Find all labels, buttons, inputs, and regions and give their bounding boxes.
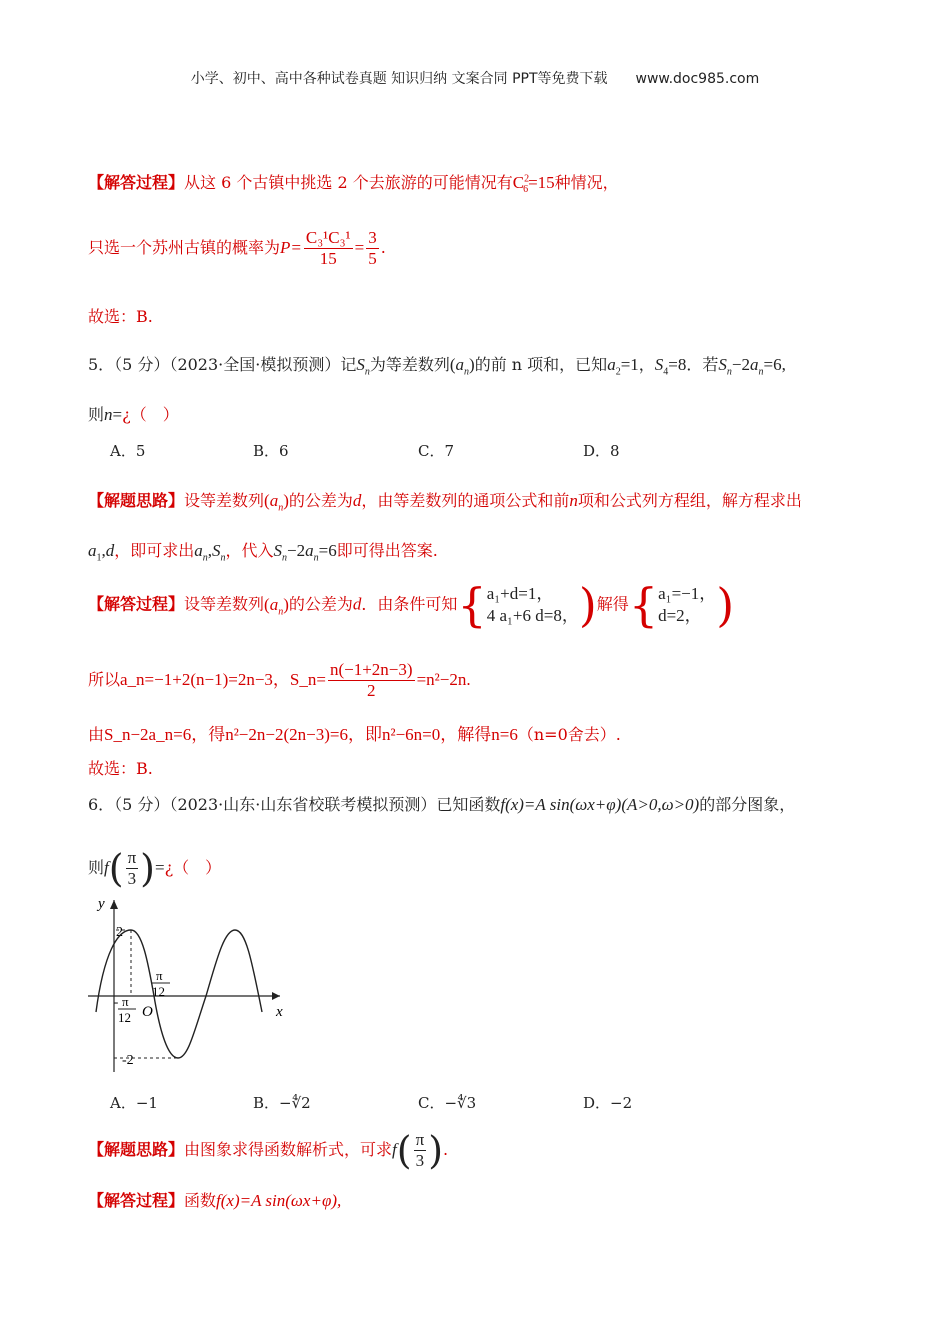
x-axis-label: x — [276, 1004, 283, 1020]
q5-idea-line-1: 【解题思路】设等差数列$(a_n)$的公差为d，由等差数列的通项公式和前n项和公式列方程组，解方程求出 — [88, 491, 802, 514]
q6-choice-c[interactable]: C．−∜3 — [418, 1094, 477, 1112]
q4-process-line-1: 【解答过程】从这 6 个古镇中挑选 2 个去旅游的可能情况有$C^2_6=15$种情况， — [88, 173, 619, 196]
neg-pi-12-num: π — [122, 994, 129, 1009]
y-axis-arrow — [110, 900, 118, 909]
pi-12-label-den: 12 — [152, 984, 165, 999]
q5-choice-c[interactable]: C．7 — [418, 442, 455, 460]
neg-pi-12-den: 12 — [118, 1010, 131, 1025]
q6-choice-b[interactable]: B．−∜2 — [253, 1094, 311, 1112]
q6-stem-line-2: 则f( $\frac{\pi}{3}$ )=¿（ ） — [88, 846, 222, 891]
q5-choice-d[interactable]: D．8 — [583, 442, 620, 460]
q4-process-line-2: 只选一个苏州古镇的概率为P= $\frac{\text{C₃¹C₃¹}}{15}$ = $\frac{3}{5}$ . — [88, 228, 386, 268]
q5-choice-b[interactable]: B．6 — [253, 442, 289, 460]
q6-choice-d[interactable]: D．−2 — [583, 1094, 633, 1112]
q5-stem-line-1: 5．（5 分）（2023·全国·模拟预测）记$S_n$为等差数列$(a_n)$的前 n 项和，已知$a_2=1$，$S_4=8$．若$S_n-2a_n=6$, — [88, 355, 786, 378]
q5-process-line-3: 由S_n−2a_n=6，得n²−2n−2(2n−3)=6，即n²−6n=0，解得n=6（n=0舍去）. — [88, 725, 621, 744]
sum-fraction: $\frac{n(-1+2n-3)}{2}$ — [329, 660, 413, 700]
q6-idea-line: 【解题思路】由图象求得函数解析式，可求f( $\frac{\pi}{3}$ ). — [88, 1128, 449, 1173]
header-text: 小学、初中、高中各种试卷真题 知识归纳 文案合同 PPT等免费下载 — [190, 71, 608, 87]
equation-system-2: a₁=−1， d=2， — [658, 584, 717, 625]
q4-answer: 故选：B. — [88, 307, 153, 326]
q5-idea-line-2: $a_1,d$，即可求出$a_n,S_n$，代入$S_n-2a_n=6$即可得出答案. — [88, 541, 438, 564]
prob-fraction: $\frac{\text{C₃¹C₃¹}}{15}$ — [305, 228, 351, 268]
x-axis-arrow — [272, 992, 280, 1000]
prob-result-fraction: $\frac{3}{5}$ — [368, 228, 377, 268]
q6-stem-line-1: 6．（5 分）（2023·山东·山东省校联考模拟预测）已知函数f(x)=A sin(ωx+φ)(A>0,ω>0)的部分图象， — [88, 795, 796, 814]
pi-12-label-num: π — [156, 968, 163, 983]
q5-choice-a[interactable]: A．5 — [110, 442, 146, 460]
max-label: 2 — [116, 925, 123, 940]
q6-process-line: 【解答过程】函数f(x)=A sin(ωx+φ), — [88, 1191, 342, 1210]
q6-choice-a[interactable]: A．−1 — [110, 1094, 158, 1112]
tag-process: 【解答过程】 — [88, 173, 185, 192]
neg-pi-12-sign: - — [114, 994, 119, 1009]
q5-stem-line-2: 则n=¿（ ） — [88, 405, 179, 424]
q5-process-line-1: 【解答过程】设等差数列$(a_n)$的公差为d．由条件可知{ a₁+d=1， 4 a₁+6 d=8， )解得{ a₁=−1， d=2， ) — [88, 578, 735, 632]
sine-graph — [84, 892, 294, 1077]
origin-label: O — [142, 1004, 153, 1020]
min-label: -2 — [122, 1053, 134, 1068]
q5-process-line-2: 所以a_n=−1+2(n−1)=2n−3，S_n= $\frac{n(-1+2n-3)}{2}$ =n²−2n. — [88, 660, 471, 700]
sine-curve — [96, 930, 262, 1058]
equation-system-1: a₁+d=1， 4 a₁+6 d=8， — [486, 584, 579, 625]
comb-c62: $C^2_6=15$ — [512, 173, 555, 196]
q5-answer: 故选：B. — [88, 759, 153, 778]
y-axis-label: y — [98, 896, 105, 912]
page-header — [0, 68, 950, 88]
header-site: www.doc985.com — [635, 71, 760, 87]
